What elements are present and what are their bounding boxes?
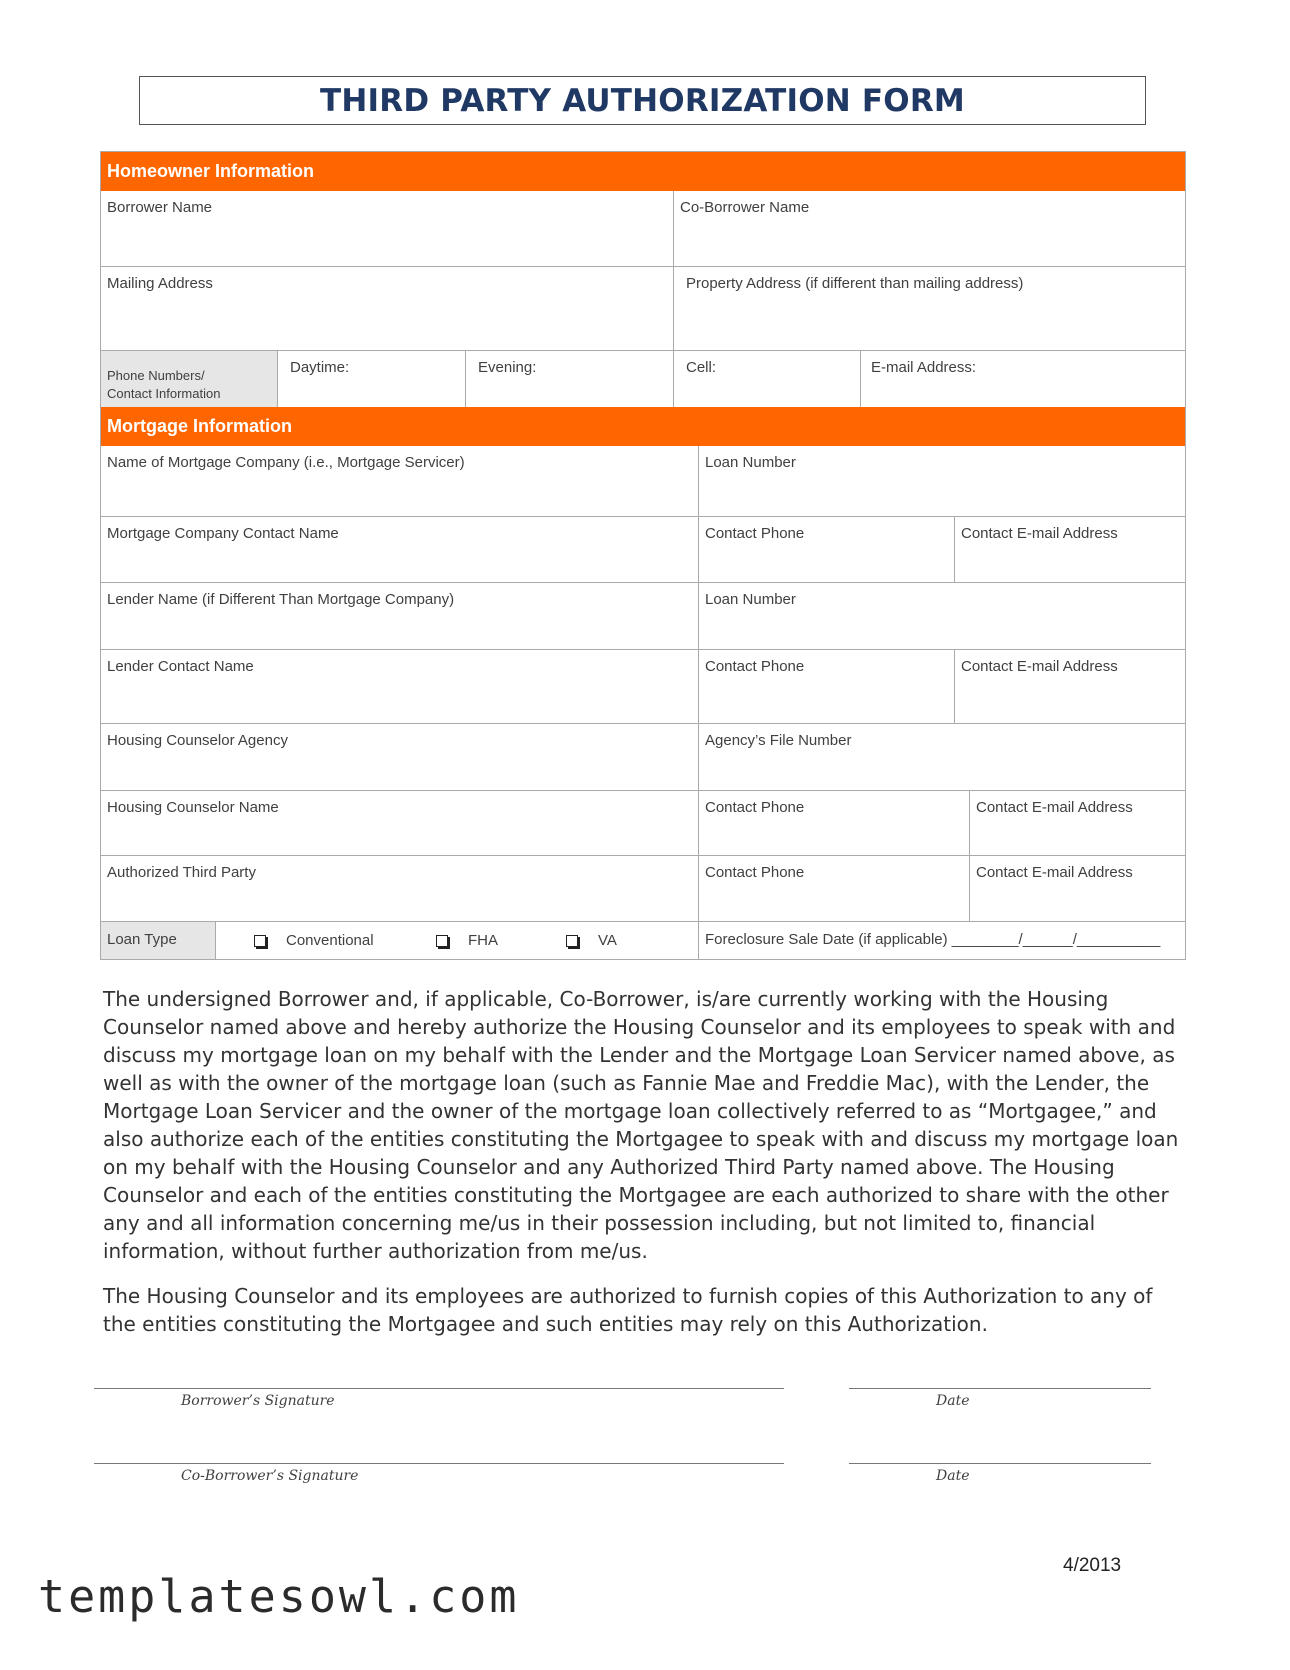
loan-type-fha[interactable]: [436, 932, 566, 949]
email-field[interactable]: [860, 351, 1185, 407]
co-borrower-date-label: Date: [936, 1468, 970, 1484]
property-address-label: Property Address (if different than mailing address): [686, 275, 1024, 292]
loan-number-label: Loan Number: [705, 454, 796, 471]
lender-contact-name-field[interactable]: [101, 650, 698, 723]
authorization-paragraph-1: The undersigned Borrower and, if applicable, Co-Borrower, is/are currently working with the Housing Counselor named above and hereby authorize the Housing Counselor and its employees to speak with and discuss my mortgage loan on my behalf with the Lender and the Mortgage Loan Servicer named above, as well as with the owner of the mortgage loan (such as Fannie Mae and Freddie Mac), with the Lender, the Mortgage Loan Servicer and the owner of the mortgage loan collectively referred to as “Mortgagee,” and also authorize each of the entities constituting the Mortgagee to speak with and discuss my mortgage loan on my behalf with the Housing Counselor and any Authorized Third Party named above. The Housing Counselor and each of the entities constituting the Mortgagee are each authorized to share with the other any and all information concerning me/us in their possession including, but not limited to, financial information, without further authorization from me/us.: [103, 987, 1179, 1263]
address-row: [101, 266, 1185, 350]
borrower-row: [101, 191, 1185, 266]
borrower-signature-line[interactable]: [94, 1388, 784, 1389]
form-title-box: [139, 76, 1146, 125]
lender-name-label: Lender Name (if Different Than Mortgage Company): [107, 591, 455, 608]
checkbox-icon[interactable]: [566, 935, 578, 947]
checkbox-icon[interactable]: [254, 935, 266, 947]
counselor-agency-label: Housing Counselor Agency: [107, 732, 288, 749]
borrower-date-line[interactable]: [849, 1388, 1151, 1389]
co-borrower-date-line[interactable]: [849, 1463, 1151, 1464]
counselor-name-field[interactable]: [101, 791, 698, 855]
form-table: [100, 151, 1186, 960]
loan-type-row: [101, 921, 1185, 959]
fha-label: FHA: [468, 932, 498, 949]
foreclosure-date-label: Foreclosure Sale Date (if applicable): [705, 931, 948, 948]
daytime-field[interactable]: [277, 351, 465, 407]
mortgage-contact-phone-label: Contact Phone: [705, 525, 805, 542]
evening-field[interactable]: [465, 351, 673, 407]
mortgage-section-header: Mortgage Information: [101, 407, 1185, 446]
borrower-name-field[interactable]: [101, 191, 673, 266]
phone-numbers-label: [101, 351, 277, 407]
lender-loan-number-field[interactable]: [698, 583, 1185, 649]
property-address-field[interactable]: [673, 267, 1185, 350]
form-title: THIRD PARTY AUTHORIZATION FORM: [320, 82, 965, 119]
loan-number-field[interactable]: [698, 446, 1185, 516]
agency-row: [101, 723, 1185, 790]
third-party-email-label: Contact E-mail Address: [976, 864, 1133, 881]
mortgage-contact-row: [101, 516, 1185, 582]
third-party-phone-label: Contact Phone: [705, 864, 805, 881]
counselor-row: [101, 790, 1185, 855]
cell-field[interactable]: [673, 351, 860, 407]
foreclosure-date-blank[interactable]: ________/______/__________: [951, 931, 1161, 948]
lender-contact-phone-label: Contact Phone: [705, 658, 805, 675]
checkbox-icon[interactable]: [436, 935, 448, 947]
revision-date: 4/2013: [1063, 1555, 1122, 1576]
loan-type-conventional[interactable]: [254, 932, 436, 949]
third-party-email-field[interactable]: [969, 856, 1185, 921]
third-party-field[interactable]: [101, 856, 698, 921]
authorization-paragraph-2: The Housing Counselor and its employees are authorized to furnish copies of this Authorization to any of the entities constituting the Mortgagee and such entities may rely on this Authorization.: [103, 1284, 1153, 1336]
counselor-email-label: Contact E-mail Address: [976, 799, 1133, 816]
watermark: templatesowl.com: [38, 1570, 520, 1623]
borrower-date-label: Date: [936, 1393, 970, 1409]
co-borrower-name-field[interactable]: [673, 191, 1185, 266]
counselor-agency-field[interactable]: [101, 724, 698, 790]
mortgage-contact-phone-field[interactable]: [698, 517, 954, 582]
borrower-name-label: Borrower Name: [107, 199, 213, 216]
conventional-label: Conventional: [286, 932, 374, 949]
third-party-phone-field[interactable]: [698, 856, 969, 921]
counselor-phone-field[interactable]: [698, 791, 969, 855]
third-party-row: [101, 855, 1185, 921]
daytime-label: Daytime:: [290, 359, 350, 376]
cell-label: Cell:: [686, 359, 717, 376]
agency-file-number-label: Agency’s File Number: [705, 732, 852, 749]
lender-name-field[interactable]: [101, 583, 698, 649]
co-borrower-signature-line[interactable]: [94, 1463, 784, 1464]
counselor-phone-label: Contact Phone: [705, 799, 805, 816]
va-label: VA: [598, 932, 617, 949]
mortgage-company-row: [101, 446, 1185, 516]
phone-label-line2: Contact Information: [107, 386, 221, 401]
third-party-label: Authorized Third Party: [107, 864, 256, 881]
counselor-email-field[interactable]: [969, 791, 1185, 855]
phone-label-line1: Phone Numbers/: [107, 368, 205, 383]
lender-contact-row: [101, 649, 1185, 723]
loan-type-label: Loan Type: [101, 922, 215, 959]
mortgage-contact-name-field[interactable]: [101, 517, 698, 582]
evening-label: Evening:: [478, 359, 537, 376]
co-borrower-name-label: Co-Borrower Name: [680, 199, 810, 216]
lender-contact-email-field[interactable]: [954, 650, 1185, 723]
mortgage-contact-email-field[interactable]: [954, 517, 1185, 582]
mortgage-company-field[interactable]: [101, 446, 698, 516]
mortgage-contact-name-label: Mortgage Company Contact Name: [107, 525, 339, 542]
agency-file-number-field[interactable]: [698, 724, 1185, 790]
email-label: E-mail Address:: [871, 359, 977, 376]
lender-row: [101, 582, 1185, 649]
counselor-name-label: Housing Counselor Name: [107, 799, 279, 816]
mortgage-contact-email-label: Contact E-mail Address: [961, 525, 1118, 542]
phone-row: [101, 350, 1185, 407]
mailing-address-label: Mailing Address: [107, 275, 213, 292]
lender-contact-email-label: Contact E-mail Address: [961, 658, 1118, 675]
borrower-signature-label: Borrower’s Signature: [181, 1393, 335, 1409]
co-borrower-signature-label: Co-Borrower’s Signature: [181, 1468, 359, 1484]
lender-loan-number-label: Loan Number: [705, 591, 796, 608]
loan-type-options: [215, 922, 698, 959]
mailing-address-field[interactable]: [101, 267, 673, 350]
mortgage-company-label: Name of Mortgage Company (i.e., Mortgage Servicer): [107, 454, 465, 471]
homeowner-section-header: Homeowner Information: [101, 152, 1185, 191]
loan-type-va[interactable]: [566, 932, 617, 949]
lender-contact-name-label: Lender Contact Name: [107, 658, 254, 675]
foreclosure-date-field[interactable]: [698, 922, 1185, 959]
lender-contact-phone-field[interactable]: [698, 650, 954, 723]
